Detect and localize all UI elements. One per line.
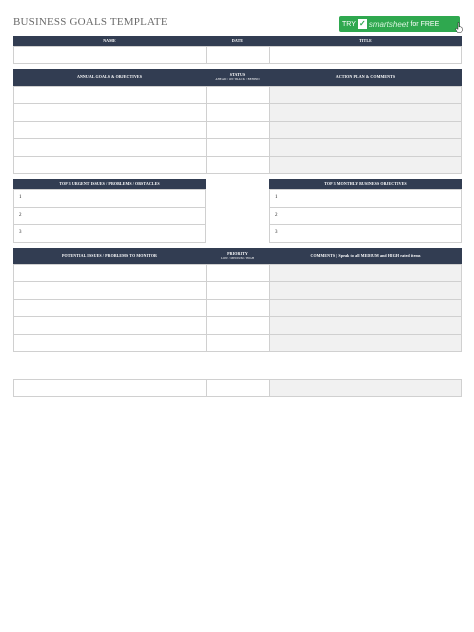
issue-cell[interactable] (13, 299, 207, 317)
status-cell[interactable] (206, 156, 270, 174)
title-header-label: TITLE (359, 37, 372, 43)
goal-cell[interactable] (13, 156, 207, 174)
goal-cell[interactable] (13, 138, 207, 156)
monthly-objective-row-number: 1 (275, 195, 278, 200)
action-cell[interactable] (269, 103, 462, 121)
action-cell[interactable] (269, 138, 462, 156)
status-header (206, 69, 269, 86)
comments-header-label: COMMENTS | Speak to all MEDIUM and HIGH rated items (310, 252, 421, 258)
priority-header-label: PRIORITY (227, 250, 248, 256)
goal-cell[interactable] (13, 121, 207, 139)
monthly-objective-row[interactable] (269, 224, 462, 243)
urgent-issue-row-number: 1 (19, 195, 22, 200)
comment-cell[interactable] (269, 299, 462, 317)
urgent-issue-row[interactable] (13, 224, 206, 243)
urgent-issue-row[interactable] (13, 207, 206, 226)
comment-cell[interactable] (269, 264, 462, 282)
status-header-label: STATUS (229, 72, 246, 78)
status-cell[interactable] (206, 86, 270, 104)
action-header (269, 69, 462, 86)
date-header (206, 36, 269, 46)
action-cell[interactable] (269, 86, 462, 104)
action-header-label: ACTION PLAN & COMMENTS (335, 74, 396, 80)
checkmark-icon: ✓ (359, 19, 366, 28)
issue-cell[interactable] (13, 264, 207, 282)
priority-cell[interactable] (206, 316, 270, 334)
try-smartsheet-button[interactable] (339, 16, 460, 32)
issue-cell[interactable] (13, 316, 207, 334)
name-header-label: NAME (103, 37, 116, 43)
date-header-label: DATE (231, 37, 244, 43)
footer-cell-left[interactable] (13, 379, 207, 397)
urgent-issues-header-label: TOP 3 URGENT ISSUES / PROBLEMS / OBSTACLES (59, 180, 160, 186)
priority-header (206, 248, 269, 264)
footer-cell-right[interactable] (269, 379, 462, 397)
urgent-issue-row-number: 3 (19, 230, 22, 235)
monthly-objective-row-number: 3 (275, 230, 278, 235)
goals-header (13, 69, 206, 86)
title-field[interactable] (269, 46, 462, 64)
goal-cell[interactable] (13, 103, 207, 121)
urgent-issue-row-number: 2 (19, 212, 22, 218)
urgent-issues-header (13, 179, 206, 189)
comment-cell[interactable] (269, 316, 462, 334)
issues-header (13, 248, 206, 264)
priority-header-sub: LOW / MEDIUM / HIGH (220, 255, 255, 260)
name-header (13, 36, 206, 46)
promo-free-label: for FREE (410, 20, 440, 28)
goals-header-label: ANNUAL GOALS & OBJECTIVES (76, 74, 143, 80)
status-cell[interactable] (206, 121, 270, 139)
hand-pointer-icon (455, 22, 463, 33)
priority-cell[interactable] (206, 299, 270, 317)
issue-cell[interactable] (13, 281, 207, 299)
action-cell[interactable] (269, 156, 462, 174)
footer-cell-middle[interactable] (206, 379, 270, 397)
monthly-objective-row[interactable] (269, 189, 462, 208)
comment-cell[interactable] (269, 334, 462, 352)
goal-cell[interactable] (13, 86, 207, 104)
monthly-objective-row-number: 2 (275, 212, 278, 218)
title-header (269, 36, 462, 46)
comment-cell[interactable] (269, 281, 462, 299)
monthly-objective-row[interactable] (269, 207, 462, 226)
issue-cell[interactable] (13, 334, 207, 352)
date-field[interactable] (206, 46, 270, 64)
priority-cell[interactable] (206, 334, 270, 352)
promo-try-label: TRY (342, 20, 356, 28)
status-cell[interactable] (206, 138, 270, 156)
status-cell[interactable] (206, 103, 270, 121)
priority-cell[interactable] (206, 264, 270, 282)
name-field[interactable] (13, 46, 207, 64)
document-title: BUSINESS GOALS TEMPLATE (13, 16, 168, 28)
monthly-objectives-header (269, 179, 462, 189)
issues-header-label: POTENTIAL ISSUES / PROBLEMS TO MONITOR (61, 252, 158, 258)
comments-header (269, 248, 462, 264)
action-cell[interactable] (269, 121, 462, 139)
urgent-issue-row[interactable] (13, 189, 206, 208)
monthly-objectives-header-label: TOP 3 MONTHLY BUSINESS OBJECTIVES (324, 180, 407, 186)
promo-brand-label: smartsheet (368, 19, 409, 29)
priority-cell[interactable] (206, 281, 270, 299)
status-header-sub: AHEAD / ON TRACK / BEHIND (215, 77, 260, 82)
